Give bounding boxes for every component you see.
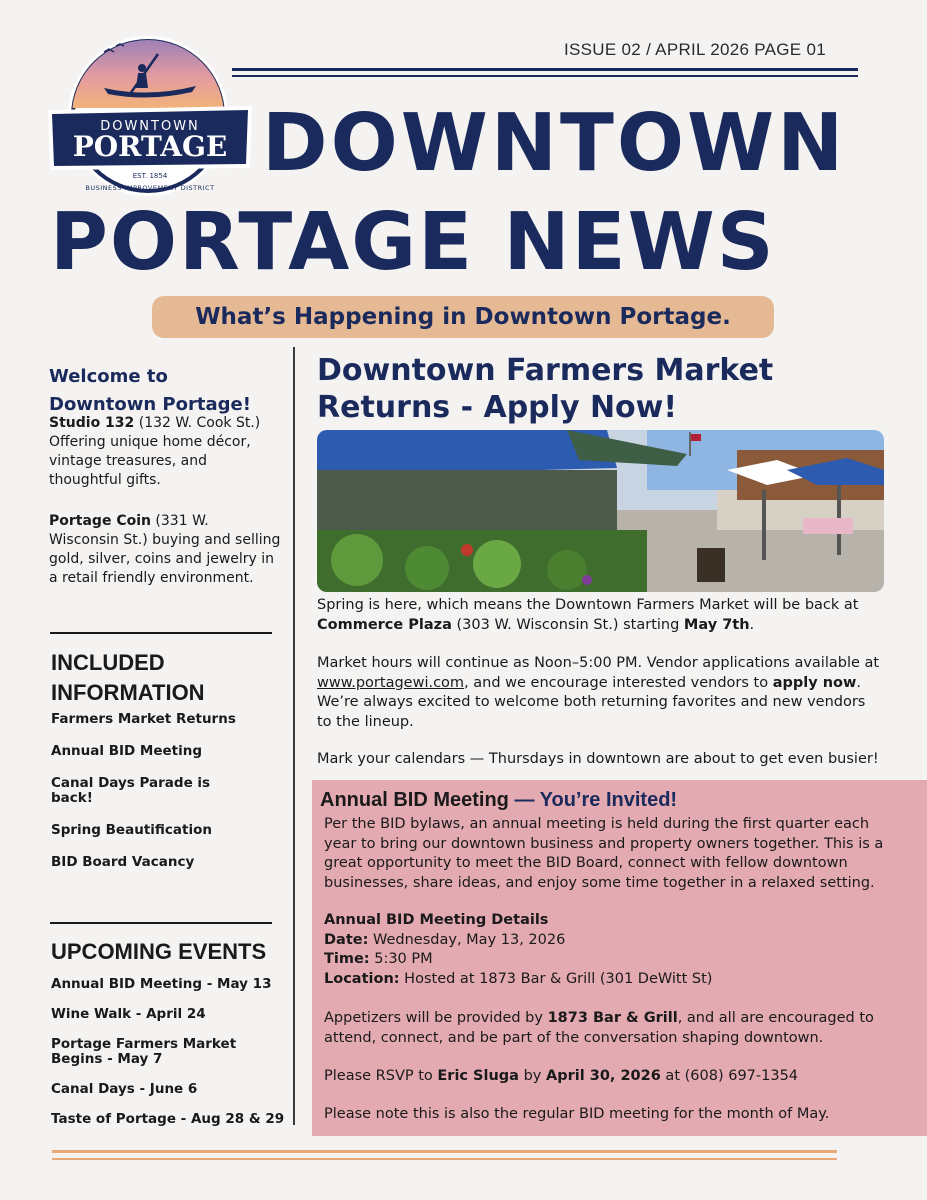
rsvp-paragraph: Please RSVP to Eric Sluga by April 30, 2026 at (608) 697-1354 bbox=[324, 1068, 799, 1084]
downtown-portage-logo bbox=[46, 32, 254, 198]
market-paragraph-3: Mark your calendars — Thursdays in downtown are about to get even busier! bbox=[317, 751, 879, 767]
farmers-market-tents-photo bbox=[317, 430, 884, 592]
footer-rule bbox=[52, 1150, 837, 1153]
footer-rule-thin bbox=[52, 1158, 837, 1160]
column-divider bbox=[293, 347, 295, 1125]
detail-location: Location: Hosted at 1873 Bar & Grill (301 DeWitt St) bbox=[324, 970, 713, 987]
bid-meeting-details bbox=[324, 911, 884, 989]
tagline-banner: What’s Happening in Downtown Portage. bbox=[152, 296, 774, 338]
svg-text:DOWNTOWN: DOWNTOWN bbox=[100, 119, 200, 134]
header-rule bbox=[232, 68, 858, 71]
event-item: Wine Walk - April 24 bbox=[51, 1006, 206, 1022]
meeting-note: Please note this is also the regular BID meeting for the month of May. bbox=[324, 1106, 830, 1122]
event-item: Annual BID Meeting - May 13 bbox=[51, 976, 272, 992]
svg-text:EST. 1854: EST. 1854 bbox=[132, 172, 168, 180]
bid-meeting-headline: Annual BID Meeting — You’re Invited! bbox=[320, 789, 678, 811]
list-item: Canal Days Parade is back! bbox=[51, 775, 211, 806]
event-item: Canal Days - June 6 bbox=[51, 1081, 198, 1097]
detail-date: Date: Wednesday, May 13, 2026 bbox=[324, 931, 566, 948]
sidebar-rule bbox=[50, 632, 272, 634]
bid-meeting-intro: Per the BID bylaws, an annual meeting is held during the first quarter each year to bring our downtown business and property owners together. This is a great opportunity to meet the BID Board, connect with fellow downtown businesses, share ideas, and enjoy some time together in a relaxed setting. bbox=[324, 816, 884, 891]
business-portage-coin: Portage Coin (331 W. Wisconsin St.) buying and selling gold, silver, coins and jewelry in a retail friendly environment. bbox=[49, 513, 281, 586]
appetizers-paragraph: Appetizers will be provided by 1873 Bar & Grill, and all are encouraged to attend, connect, and be part of the conversation shaping downtown. bbox=[324, 1010, 874, 1046]
issue-and-page-label: ISSUE 02 / APRIL 2026 PAGE 01 bbox=[564, 40, 826, 59]
event-item: Taste of Portage - Aug 28 & 29 bbox=[51, 1111, 285, 1127]
farmers-market-headline: Downtown Farmers Market Returns - Apply Now! bbox=[317, 353, 774, 425]
details-title: Annual BID Meeting Details bbox=[324, 912, 549, 928]
list-item: Spring Beautification bbox=[51, 822, 212, 838]
welcome-heading: Welcome to Downtown Portage! bbox=[49, 366, 251, 415]
svg-text:BUSINESS IMPROVEMENT DISTRICT: BUSINESS IMPROVEMENT DISTRICT bbox=[85, 184, 215, 192]
included-information-heading: INCLUDED INFORMATION bbox=[51, 650, 205, 705]
svg-text:PORTAGE: PORTAGE bbox=[72, 130, 228, 163]
portagewi-link[interactable]: www.portagewi.com bbox=[317, 674, 465, 691]
event-item: Portage Farmers Market Begins - May 7 bbox=[51, 1036, 237, 1067]
list-item: Annual BID Meeting bbox=[51, 743, 203, 759]
header-rule-thin bbox=[232, 75, 858, 77]
sidebar-rule bbox=[50, 922, 272, 924]
market-paragraph-2: Market hours will continue as Noon–5:00 PM. Vendor applications available at www.portagewi.com, and we encourage interested vendors to apply now. We’re always excited to welcome both returning favorites and new vendors to the lineup. bbox=[317, 655, 880, 730]
list-item: BID Board Vacancy bbox=[51, 854, 195, 870]
market-paragraph-1: Spring is here, which means the Downtown Farmers Market will be back at Commerce Plaza (303 W. Wisconsin St.) starting May 7th. bbox=[317, 597, 859, 633]
detail-time: Time: 5:30 PM bbox=[324, 951, 433, 967]
upcoming-events-heading: UPCOMING EVENTS bbox=[51, 939, 267, 964]
title-portage-news: PORTAGE NEWS bbox=[50, 196, 776, 288]
list-item: Farmers Market Returns bbox=[51, 711, 236, 727]
title-downtown: DOWNTOWN bbox=[262, 97, 847, 189]
business-studio-132: Studio 132 (132 W. Cook St.) Offering unique home décor, vintage treasures, and thoughtful gifts. bbox=[49, 415, 261, 488]
